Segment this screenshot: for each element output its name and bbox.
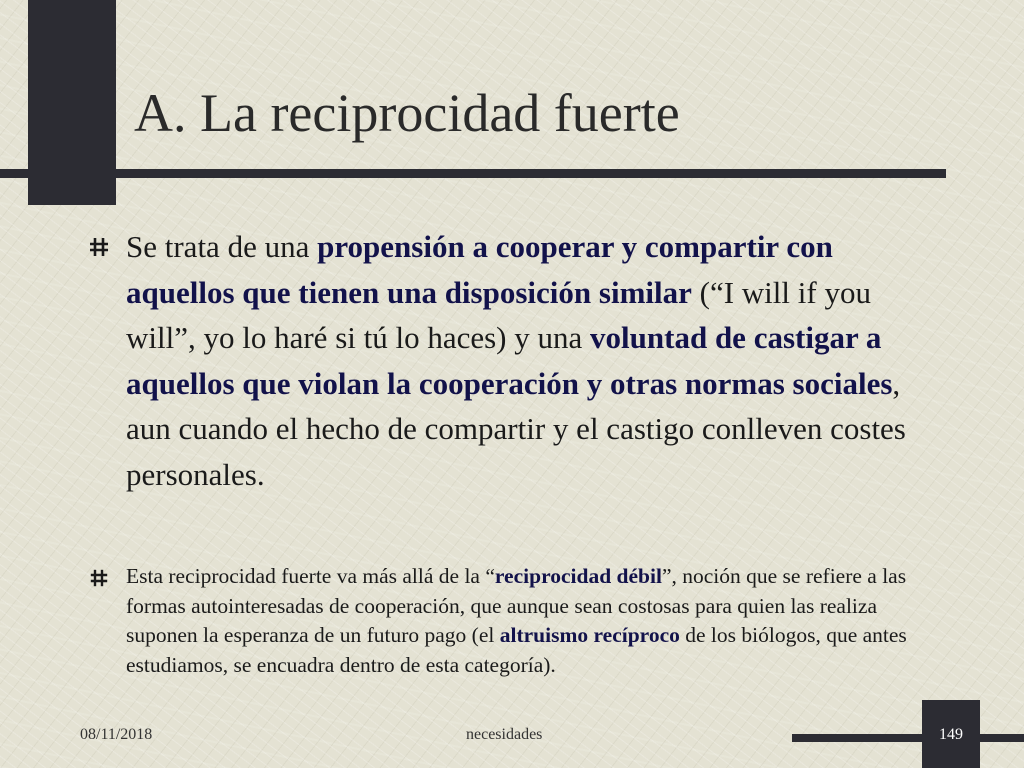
- bullet-item-1: [90, 224, 940, 497]
- bullet-2-run-bold: altruismo recíproco: [499, 623, 680, 647]
- footer-center-text: necesidades: [466, 726, 543, 743]
- bullet-item-2: [90, 562, 940, 680]
- bullet-1-run-bold: voluntad de castigar a aquellos que violan la cooperación y otras normas sociales: [126, 320, 893, 401]
- bullet-1-run: (“I will if you will”, yo lo haré si tú lo haces) y una: [126, 274, 871, 355]
- bullet-2-run: ”, noción que se refiere a las formas autointeresadas de cooperación, que aunque sean costosas para quien las realiza suponen la esperanza de un futuro pago (el: [126, 564, 907, 647]
- footer-rule: [792, 734, 1024, 742]
- bullet-text-1: [126, 224, 940, 497]
- title-rule: [0, 169, 946, 178]
- bullet-2-run: Esta reciprocidad fuerte va más allá de la “: [126, 564, 495, 588]
- bullet-1-run-bold: propensión a cooperar y compartir con aquellos que tienen una disposición similar: [126, 229, 833, 310]
- bullet-1-run: Se trata de una: [126, 229, 318, 264]
- hash-bullet-icon: [90, 238, 108, 256]
- bullet-2-run-bold: reciprocidad débil: [494, 564, 662, 588]
- bullet-1-run: , aun cuando el hecho de compartir y el castigo conlleven costes personales.: [126, 365, 906, 492]
- bullet-text-2: [126, 562, 940, 680]
- bullet-2-run: de los biólogos, que antes estudiamos, se encuadra dentro de esta categoría).: [126, 623, 907, 677]
- slide-title: A. La reciprocidad fuerte: [134, 83, 680, 143]
- footer-date: 08/11/2018: [80, 726, 153, 743]
- hash-bullet-icon: [90, 569, 108, 587]
- page-number: 149: [939, 726, 963, 743]
